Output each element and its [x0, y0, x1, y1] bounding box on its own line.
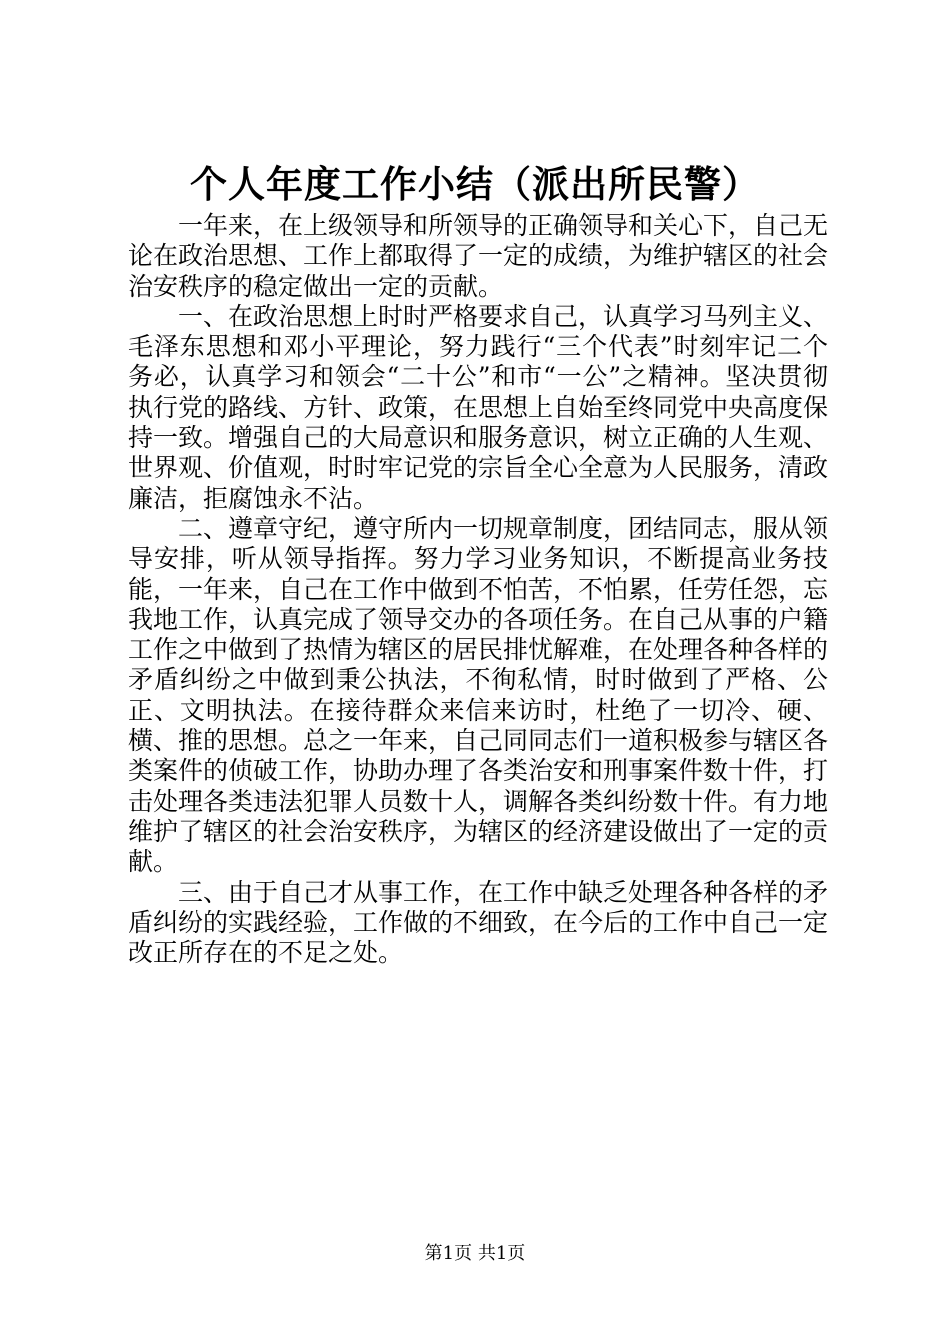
- page-number-footer: 第1页 共1页: [424, 1243, 526, 1264]
- paragraph-section-3: 三、由于自己才从事工作，在工作中缺乏处理各种各样的矛盾纠纷的实践经验，工作做的不细致，在今后的工作中自己一定改正所存在的不足之处。: [128, 877, 829, 968]
- document-title: 个人年度工作小结（派出所民警）: [190, 162, 760, 206]
- paragraph-section-2: 二、遵章守纪，遵守所内一切规章制度，团结同志，服从领导安排，听从领导指挥。努力学习业务知识，不断提高业务技能，一年来，自己在工作中做到不怕苦，不怕累，任劳任怨，忘我地工作，认真完成了领导交办的各项任务。在自己从事的户籍工作之中做到了热情为辖区的居民排忧解难，在处理各种各样的矛盾纠纷之中做到秉公执法，不徇私情，时时做到了严格、公正、文明执法。在接待群众来信来访时，杜绝了一切冷、硬、横、推的思想。总之一年来，自己同同志们一道积极参与辖区各类案件的侦破工作，协助办理了各类治安和刑事案件数十件，打击处理各类违法犯罪人员数十人，调解各类纠纷数十件。有力地维护了辖区的社会治安秩序，为辖区的经济建设做出了一定的贡献。: [128, 513, 829, 877]
- paragraph-intro: 一年来，在上级领导和所领导的正确领导和关心下，自己无论在政治思想、工作上都取得了一定的成绩，为维护辖区的社会治安秩序的稳定做出一定的贡献。: [128, 211, 829, 301]
- paragraph-section-1: 一、在政治思想上时时严格要求自己，认真学习马列主义、毛泽东思想和邓小平理论，努力践行“三个代表”时刻牢记二个务必，认真学习和领会“二十公”和市“一公”之精神。坚决贯彻执行党的路线、方针、政策，在思想上自始至终同党中央高度保持一致。增强自己的大局意识和服务意识，树立正确的人生观、世界观、价值观，时时牢记党的宗旨全心全意为人民服务，清政廉洁，拒腐蚀永不沾。: [128, 301, 829, 513]
- document-body: [128, 211, 828, 968]
